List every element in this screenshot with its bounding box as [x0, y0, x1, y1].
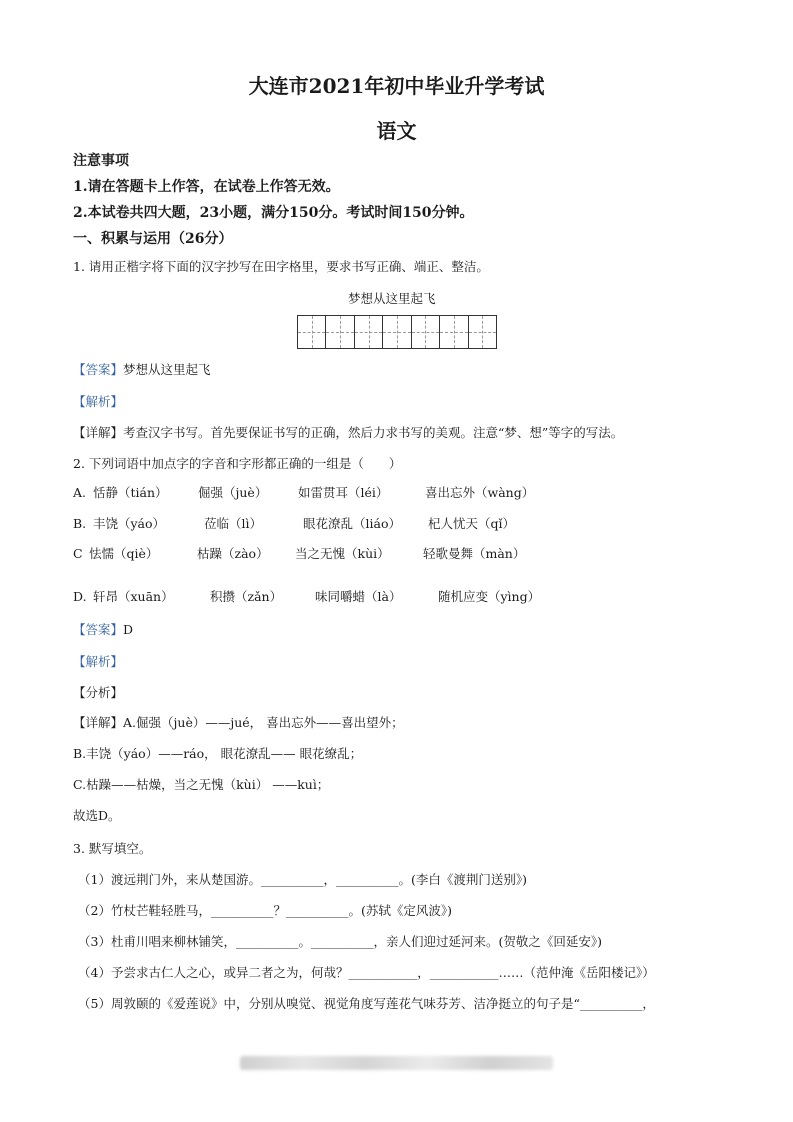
option-word: 轩昂（xuān） — [93, 589, 174, 604]
option-word: 眼花潦乱（liáo） — [303, 516, 401, 531]
blurred-footer-watermark — [240, 1056, 553, 1070]
option-word: 枯躁（zào） — [197, 546, 269, 561]
q2-detail-c: C.枯躁——枯燥，当之无愧（kùi） ——kuì； — [73, 777, 330, 792]
notice-heading: 注意事项 — [73, 153, 129, 169]
option-word: 当之无愧（kùi） — [295, 546, 390, 561]
q2-answer — [73, 620, 133, 638]
q2-fenxi-tag: 【分析】 — [73, 685, 124, 700]
option-word: 怯懦（qiè） — [89, 546, 159, 561]
q2-option-b — [73, 514, 515, 532]
detail-tag: 【详解】 — [73, 425, 124, 440]
option-word: 杞人忧天（qǐ） — [428, 516, 515, 531]
grid-cell — [326, 316, 354, 348]
subject-title: 语文 — [376, 119, 417, 143]
answer-text: 梦想从这里起飞 — [123, 362, 211, 377]
answer-text: D — [123, 622, 134, 637]
q3-line-3: （3）杜甫川唱来柳林铺笑，__________。__________，亲人们迎过延河来。(贺敬之《回延安》) — [78, 934, 602, 949]
option-word: 随机应变（yìng） — [438, 589, 541, 604]
grid-cell — [412, 316, 440, 348]
q1-detail — [73, 423, 623, 441]
q2-conclusion: 故选D。 — [73, 808, 121, 823]
notice-line-2: 2.本试卷共四大题，23小题，满分150分。考试时间150分钟。 — [73, 205, 474, 221]
option-word: 喜出忘外（wàng） — [425, 485, 535, 500]
tianzi-grid — [297, 315, 497, 349]
q2-option-c — [73, 544, 525, 562]
option-word: 倔强（juè） — [198, 485, 268, 500]
option-word: 积攒（zǎn） — [210, 589, 283, 604]
answer-tag: 【答案】 — [73, 622, 124, 637]
q1-phrase: 梦想从这里起飞 — [348, 291, 436, 306]
q3-line-2: （2）竹杖芒鞋轻胜马，__________？__________。(苏轼《定风波》) — [78, 903, 452, 918]
q2-analysis-tag: 【解析】 — [73, 654, 124, 669]
q2-detail-b: B.丰饶（yáo）——ráo， 眼花潦乱—— 眼花缭乱； — [73, 746, 363, 761]
option-word: 莅临（lì） — [204, 516, 262, 531]
option-word: 恬静（tián） — [93, 485, 168, 500]
option-word: 轻歌曼舞（màn） — [423, 546, 526, 561]
option-word: 味同嚼蜡（là） — [315, 589, 402, 604]
q2-option-d — [73, 587, 540, 605]
option-label: B. — [73, 516, 87, 531]
option-word: 如雷贯耳（léi） — [298, 485, 389, 500]
q3-line-4: （4）予尝求古仁人之心，或异二者之为，何哉？___________，___________……（范仲淹《岳阳楼记》） — [78, 965, 655, 980]
detail-tag: 【详解】 — [73, 715, 124, 730]
detail-text: A.倔强（juè）——jué， 喜出忘外——喜出望外； — [123, 715, 404, 730]
option-word: 丰饶（yáo） — [93, 516, 166, 531]
q1-analysis-tag: 【解析】 — [73, 394, 124, 409]
answer-tag: 【答案】 — [73, 362, 124, 377]
grid-cell — [440, 316, 468, 348]
option-label: D. — [73, 589, 87, 604]
q3-line-5: （5）周敦颐的《爱莲说》中，分别从嗅觉、视觉角度写莲花气味芬芳、洁净挺立的句子是“__________， — [78, 996, 655, 1011]
notice-line-1: 1.请在答题卡上作答，在试卷上作答无效。 — [73, 179, 340, 195]
exam-title: 大连市2021年初中毕业升学考试 — [248, 74, 545, 98]
q3-stem: 3. 默写填空。 — [73, 841, 152, 856]
q1-stem: 1. 请用正楷字将下面的汉字抄写在田字格里，要求书写正确、端正、整洁。 — [73, 259, 489, 274]
q1-answer — [73, 360, 211, 378]
option-label: C — [73, 546, 83, 561]
q3-line-1: （1）渡远荆门外，来从楚国游。__________，__________。(李白《渡荆门送别》) — [78, 872, 527, 887]
q2-option-a — [73, 483, 534, 501]
grid-cell — [298, 316, 326, 348]
section-1-heading: 一、积累与运用（26分） — [73, 231, 233, 247]
q2-stem: 2. 下列词语中加点字的字音和字形都正确的一组是（ ） — [73, 456, 402, 471]
grid-cell — [383, 316, 411, 348]
detail-text: 考查汉字书写。首先要保证书写的正确，然后力求书写的美观。注意“梦、想”等字的写法。 — [123, 425, 624, 440]
grid-cell — [355, 316, 383, 348]
q2-detail-a — [73, 713, 404, 731]
option-label: A. — [73, 485, 87, 500]
grid-cell — [469, 316, 496, 348]
